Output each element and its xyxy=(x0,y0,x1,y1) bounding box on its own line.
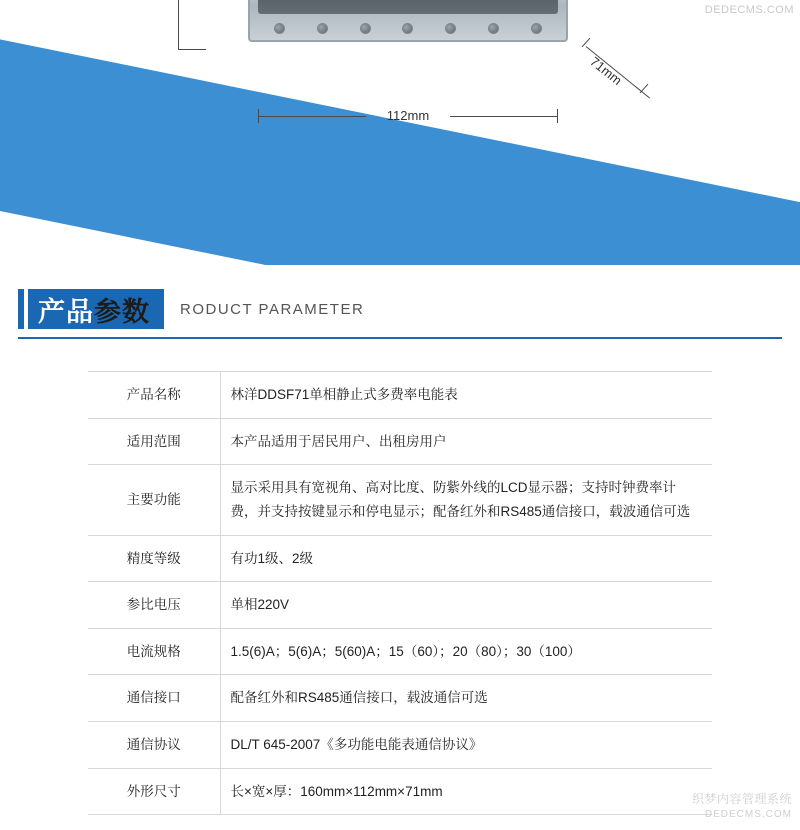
table-row xyxy=(88,582,712,629)
section-title-block xyxy=(28,289,164,329)
dimension-width-label: 112mm xyxy=(386,108,430,123)
screw-icon xyxy=(274,23,285,34)
table-row xyxy=(88,628,712,675)
section-title-en: RODUCT PARAMETER xyxy=(180,301,365,318)
spec-value: DL/T 645-2007《多功能电能表通信协议》 xyxy=(230,737,483,752)
section-title-cn-part1: 产品 xyxy=(38,296,94,328)
spec-value: 配备红外和RS485通信接口，载波通信可选 xyxy=(230,690,488,706)
dimension-width xyxy=(258,108,558,124)
spec-key: 产品名称 xyxy=(88,372,220,419)
table-row xyxy=(88,675,712,722)
specification-table xyxy=(88,371,712,815)
spec-value: 显示采用具有宽视角、高对比度、防紫外线的LCD显示器；支持时钟费率计费，并支持按键显示和停电显示；配备红外和RS485通信接口，载波通信可选 xyxy=(230,480,691,519)
spec-value: 有功1级、2级 xyxy=(230,550,314,566)
dimension-depth-label: 71mm xyxy=(587,53,625,89)
watermark-bottom-en: DEDECMS.COM xyxy=(704,809,792,820)
table-row xyxy=(88,372,712,419)
section-accent-bar xyxy=(18,289,24,329)
spec-value: 本产品适用于居民用户、出租房用户 xyxy=(230,433,447,449)
specification-table-body xyxy=(88,372,712,815)
meter-terminal-screws xyxy=(274,22,542,34)
watermark-bottom-right xyxy=(692,791,792,822)
spec-key: 主要功能 xyxy=(88,465,220,535)
screw-icon xyxy=(445,23,456,34)
table-row xyxy=(88,535,712,582)
spec-value: 林洋DDSF71单相静止式多费率电能表 xyxy=(230,387,458,402)
section-title-cn xyxy=(38,290,150,329)
screw-icon xyxy=(360,23,371,34)
spec-key: 外形尺寸 xyxy=(88,768,220,815)
spec-key: 参比电压 xyxy=(88,582,220,629)
spec-value: 单相220V xyxy=(230,597,290,613)
table-row xyxy=(88,418,712,465)
spec-key: 适用范围 xyxy=(88,418,220,465)
section-header xyxy=(18,287,782,339)
section-title-cn-part2: 参数 xyxy=(94,296,150,328)
dimension-bracket-height xyxy=(178,0,206,50)
dimension-line-right xyxy=(450,116,558,117)
screw-icon xyxy=(531,23,542,34)
dimension-tick-right xyxy=(557,109,558,123)
screw-icon xyxy=(402,23,413,34)
watermark-bottom-cn: 织梦内容管理系统 xyxy=(691,792,792,807)
product-photo-banner xyxy=(0,0,800,265)
spec-key: 电流规格 xyxy=(88,628,220,675)
watermark-top-right: DEDECMS.COM xyxy=(704,4,794,16)
spec-key: 通信协议 xyxy=(88,722,220,769)
table-row xyxy=(88,722,712,769)
spec-value: 1.5(6)A；5(6)A；5(60)A；15（60）；20（80）；30（100） xyxy=(230,643,581,659)
table-row xyxy=(88,768,712,815)
spec-key: 通信接口 xyxy=(88,675,220,722)
table-row xyxy=(88,465,712,535)
specification-table-wrapper xyxy=(88,371,712,815)
spec-key: 精度等级 xyxy=(88,535,220,582)
spec-value: 长×宽×厚：160mm×112mm×71mm xyxy=(230,783,443,799)
screw-icon xyxy=(488,23,499,34)
meter-body xyxy=(258,0,558,14)
electricity-meter-image xyxy=(248,0,568,42)
screw-icon xyxy=(317,23,328,34)
dimension-depth xyxy=(578,30,688,100)
